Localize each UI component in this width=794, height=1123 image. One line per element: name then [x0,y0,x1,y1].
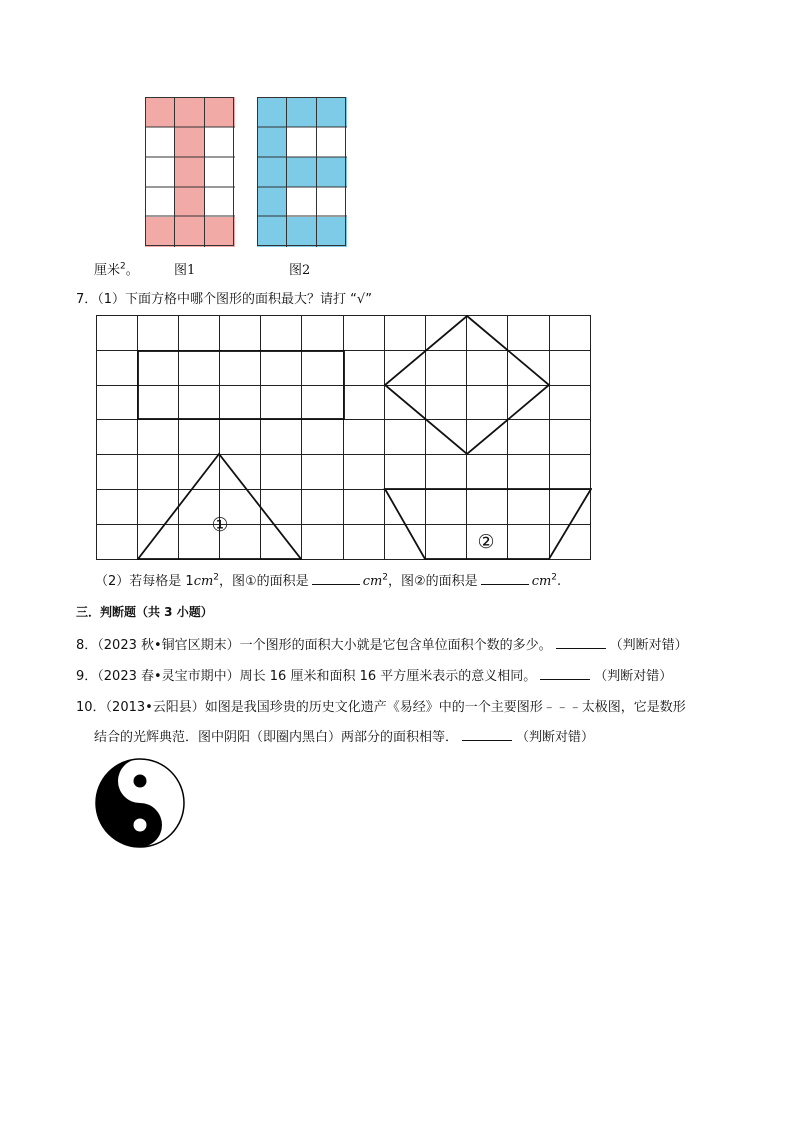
answer-blank-q10[interactable] [462,728,512,741]
figure-1-shaded-cell [145,217,175,247]
answer-blank-q9[interactable] [540,667,590,680]
figure-2-shaded-cell [257,157,287,187]
figure-2-shaded-cell [317,217,347,247]
figure-2-shaded-cell [257,97,287,127]
figure-1-shaded-cell [145,97,175,127]
figure-2-shaded-cell [287,217,317,247]
figure-1-shaded-cell [175,187,205,217]
square-grid-figure [96,315,592,561]
figure-1-shaded-cell [205,217,235,247]
question-10-line-1: 10．（2013•云阳县）如图是我国珍贵的历史文化遗产《易经》中的一个主要图形﹣﹣﹣太极图，它是数形 [76,700,686,715]
figure-2-label: 图2 [289,263,311,278]
question-10-line-2: 结合的光辉典范．图中阴阳（即圈内黑白）两部分的面积相等． （判断对错） [94,730,595,745]
section-heading: 三．判断题（共 3 小题） [76,605,213,619]
figure-2-shaded-cell [257,187,287,217]
question-8: 8．（2023 秋•铜官区期末）一个图形的面积大小就是它包含单位面积个数的多少。 （判断对错） [76,638,688,653]
figure-1-shaded-cell [175,97,205,127]
answer-blank-q8[interactable] [556,636,606,649]
figure-1-label: 图1 [174,263,196,278]
question-7-part-2: （2）若每格是 $1cm^2$，图①的面积是 $cm^2$，图②的面积是 $cm^2$. [95,572,562,589]
figure-2-shaded-cell [287,97,317,127]
shape-1-label: ① [211,514,229,536]
taiji-symbol [95,758,185,848]
answer-blank-shape-1[interactable] [312,572,360,585]
figure-1-shaded-cell [175,217,205,247]
figure-1-grid [145,97,235,247]
area-unit-text: 厘米$^2$。 [94,261,139,278]
figure-1-shaded-cell [205,97,235,127]
figure-2-shaded-cell [317,157,347,187]
figure-2-shaded-cell [317,97,347,127]
figure-2-grid [257,97,347,247]
figure-2-shaded-cell [257,217,287,247]
question-9: 9．（2023 春•灵宝市期中）周长 16 厘米和面积 16 平方厘米表示的意义相同。 （判断对错） [76,669,673,684]
question-7-text: 7．（1）下面方格中哪个图形的面积最大？请打 “√” [76,292,372,307]
figure-2-shaded-cell [257,127,287,157]
shape-2-label: ② [477,531,495,553]
figure-2-shaded-cell [287,157,317,187]
figure-1-shaded-cell [175,157,205,187]
answer-blank-shape-2[interactable] [481,572,529,585]
figure-1-shaded-cell [175,127,205,157]
